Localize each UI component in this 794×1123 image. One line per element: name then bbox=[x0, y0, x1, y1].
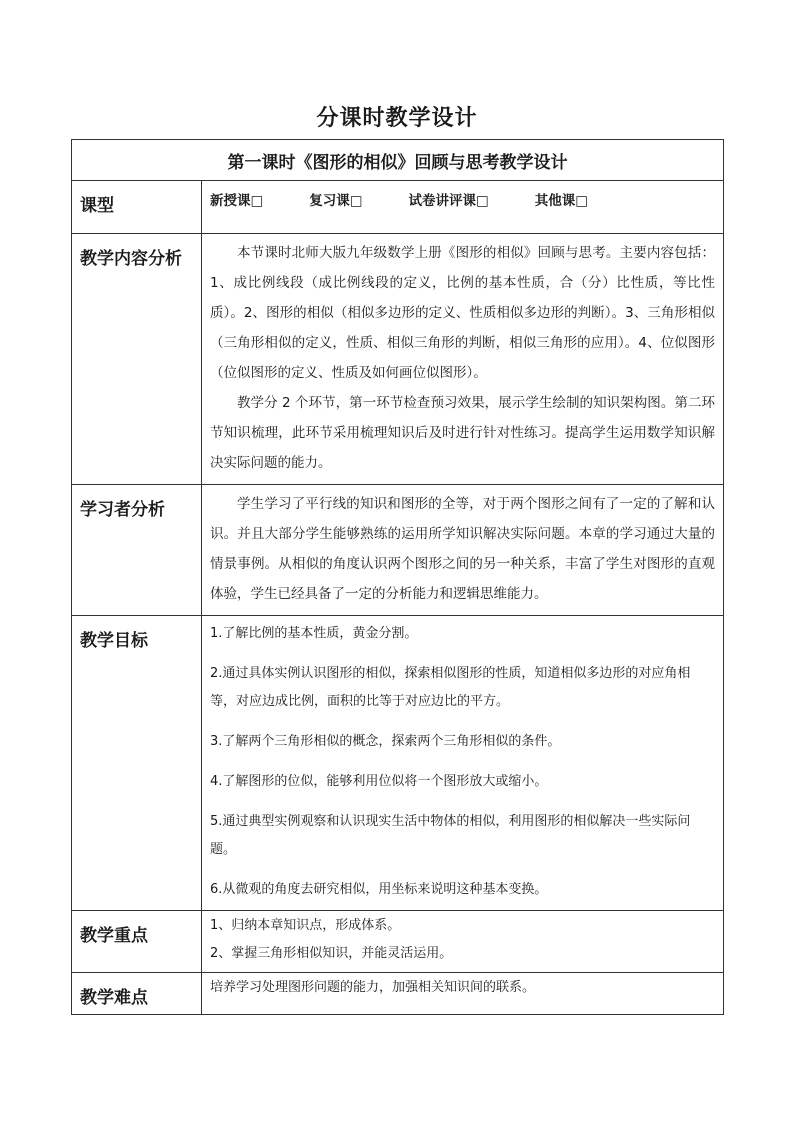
content-analysis-text bbox=[202, 234, 724, 485]
key-points-row bbox=[72, 911, 724, 973]
learner-paragraph: 学生学习了平行线的知识和图形的全等，对于两个图形之间有了一定的了解和认识。并且大部分学生能够熟练的运用所学知识解决实际问题。本章的学习通过大量的情景事例。从相似的角度认识两个图形之间的另一种关系，丰富了学生对图形的直观体验，学生已经具备了一定的分析能力和逻辑思维能力。 bbox=[210, 496, 715, 602]
type-review-lesson: 复习课□ bbox=[309, 193, 363, 209]
caption-row bbox=[72, 140, 724, 181]
difficulties-list bbox=[202, 973, 724, 1015]
learner-analysis-row bbox=[72, 485, 724, 616]
learner-analysis-label: 学习者分析 bbox=[72, 485, 202, 616]
type-new-lesson: 新授课□ bbox=[210, 193, 264, 209]
table-caption: 第一课时《图形的相似》回顾与思考教学设计 bbox=[72, 140, 724, 181]
lesson-type-label: 课型 bbox=[72, 181, 202, 234]
lesson-type-options bbox=[202, 181, 724, 234]
learner-analysis-text bbox=[202, 485, 724, 616]
type-other-lesson: 其他课□ bbox=[534, 193, 589, 209]
teaching-goals-list bbox=[202, 616, 724, 911]
goal-item: 2.通过具体实例认识图形的相似，探索相似图形的性质，知道相似多边形的对应角相等，对应边成比例，面积的比等于对应边比的平方。 bbox=[210, 666, 691, 709]
content-paragraph: 本节课时北师大版九年级数学上册《图形的相似》回顾与思考。主要内容包括：1、成比例线段（成比例线段的定义，比例的基本性质，合（分）比性质，等比性质）。2、图形的相似（相似多边形的定义、性质相似多边形的判断）。3、三角形相似（三角形相似的定义，性质、相似三角形的判断，相似三角形的应用）。4、位似图形（位似图形的定义、性质及如何画位似图形）。 bbox=[210, 245, 715, 381]
teaching-goals-row bbox=[72, 616, 724, 911]
difficulty-item: 培养学习处理图形问题的能力，加强相关知识间的联系。 bbox=[210, 980, 536, 995]
difficulties-label: 教学难点 bbox=[72, 973, 202, 1015]
key-point-item: 1、归纳本章知识点，形成体系。 bbox=[210, 918, 401, 933]
key-points-list bbox=[202, 911, 724, 973]
lesson-type-row bbox=[72, 181, 724, 234]
goal-item: 4.了解图形的位似，能够利用位似将一个图形放大或缩小。 bbox=[210, 774, 548, 789]
page-title: 分课时教学设计 bbox=[316, 105, 478, 131]
content-analysis-label: 教学内容分析 bbox=[72, 234, 202, 485]
difficulties-row bbox=[72, 973, 724, 1015]
key-points-label: 教学重点 bbox=[72, 911, 202, 973]
content-analysis-row bbox=[72, 234, 724, 485]
lesson-plan-table bbox=[71, 139, 724, 1015]
content-paragraph: 教学分 2 个环节，第一环节检查预习效果，展示学生绘制的知识架构图。第二环节知识梳理，此环节采用梳理知识后及时进行针对性练习。提高学生运用数学知识解决实际问题的能力。 bbox=[210, 395, 715, 471]
goal-item: 6.从微观的角度去研究相似，用坐标来说明这种基本变换。 bbox=[210, 882, 548, 897]
teaching-goals-label: 教学目标 bbox=[72, 616, 202, 911]
goal-item: 1.了解比例的基本性质，黄金分割。 bbox=[210, 626, 418, 641]
goal-item: 5.通过典型实例观察和认识现实生活中物体的相似，利用图形的相似解决一些实际问题。 bbox=[210, 814, 691, 857]
key-point-item: 2、掌握三角形相似知识，并能灵活运用。 bbox=[210, 946, 453, 961]
goal-item: 3.了解两个三角形相似的概念，探索两个三角形相似的条件。 bbox=[210, 734, 561, 749]
type-exam-review-lesson: 试卷讲评课□ bbox=[408, 193, 489, 209]
